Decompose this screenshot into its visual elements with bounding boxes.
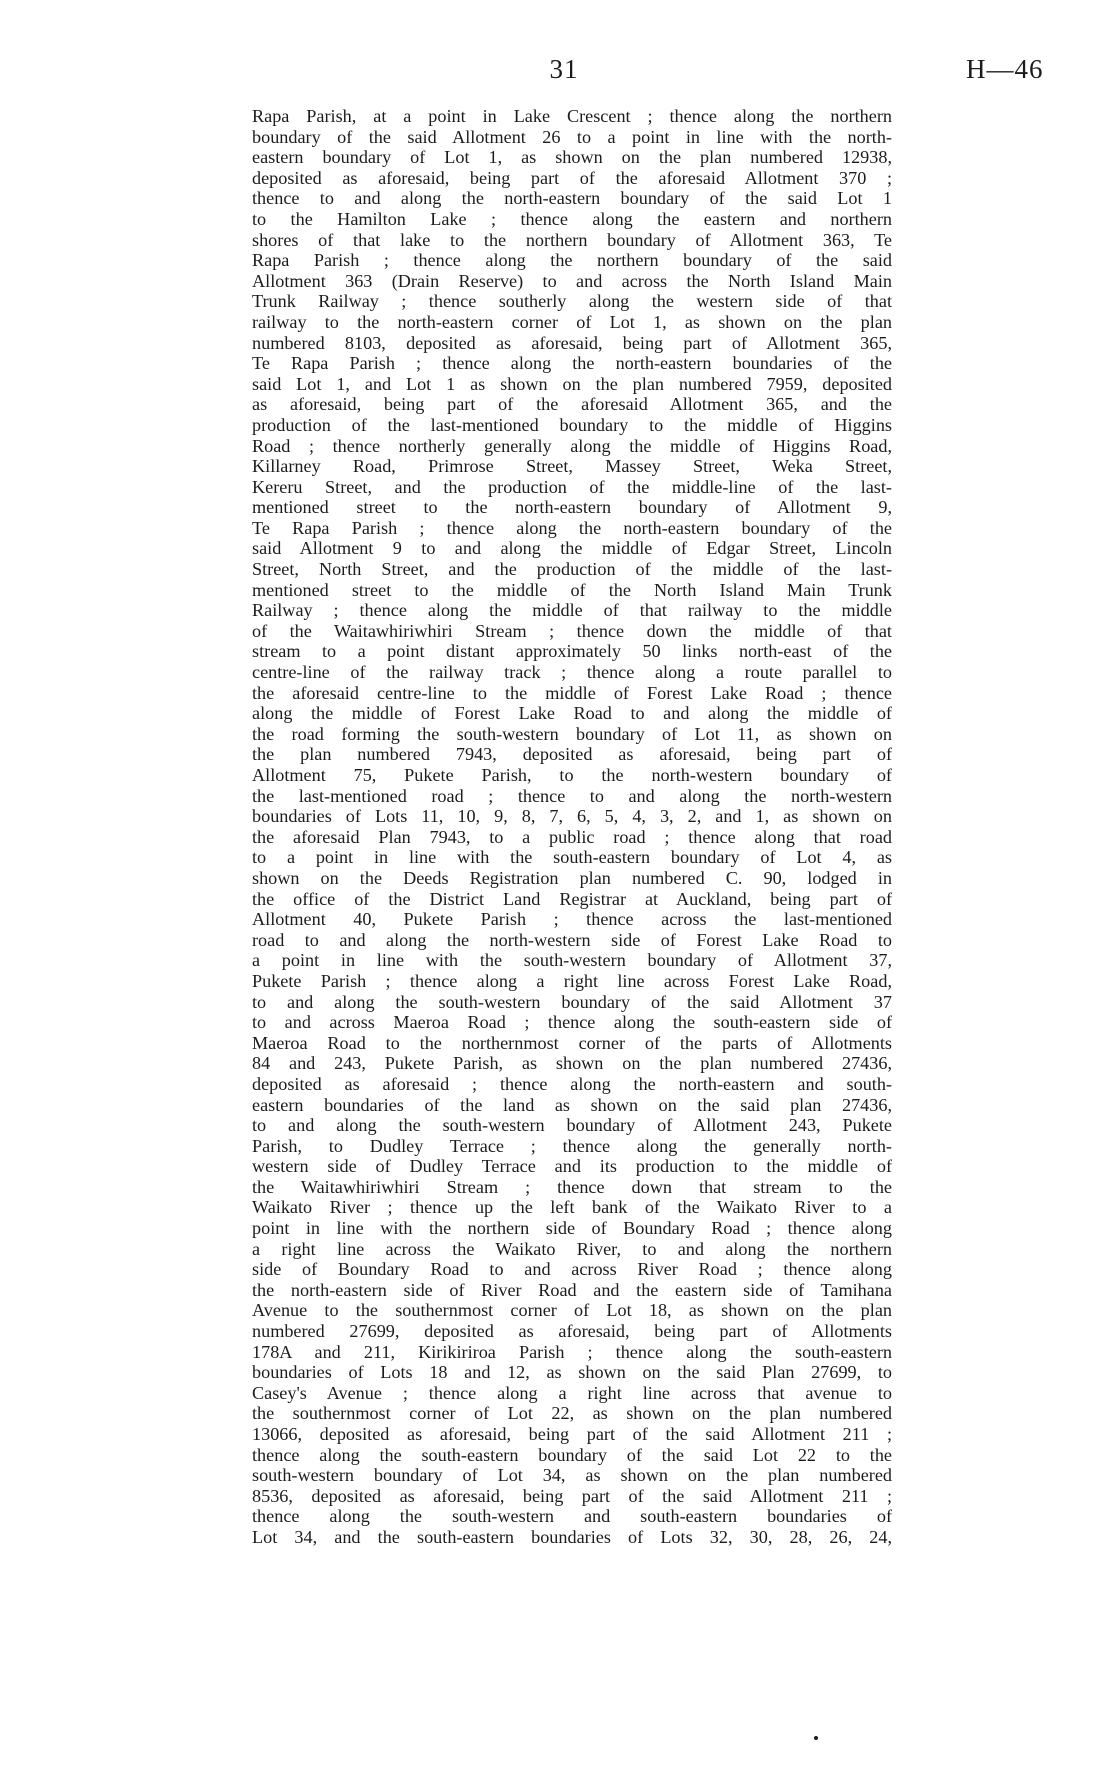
text-line: said Lot 1, and Lot 1 as shown on the plan numbered 7959, deposited (252, 373, 892, 394)
text-line: road to and along the north-western side of Forest Lake Road to (252, 929, 892, 950)
text-line: Lot 34, and the south-eastern boundaries of Lots 32, 30, 28, 26, 24, (252, 1526, 892, 1547)
text-line: boundaries of Lots 11, 10, 9, 8, 7, 6, 5, 4, 3, 2, and 1, as shown on (252, 806, 892, 827)
text-line: a point in line with the south-western boundary of Allotment 37, (252, 950, 892, 971)
text-line: point in line with the northern side of Boundary Road ; thence along (252, 1218, 892, 1239)
text-line: 178A and 211, Kirikiriroa Parish ; thence along the south-eastern (252, 1341, 892, 1362)
text-line: boundaries of Lots 18 and 12, as shown on the said Plan 27699, to (252, 1362, 892, 1383)
text-line: south-western boundary of Lot 34, as shown on the plan numbered (252, 1465, 892, 1486)
text-line: as aforesaid, being part of the aforesaid Allotment 365, and the (252, 394, 892, 415)
text-line: Street, North Street, and the production of the middle of the last- (252, 559, 892, 580)
text-line: to and along the south-western boundary of Allotment 243, Pukete (252, 1115, 892, 1136)
text-line: the north-eastern side of River Road and the eastern side of Tamihana (252, 1279, 892, 1300)
text-line: numbered 27699, deposited as aforesaid, being part of Allotments (252, 1321, 892, 1342)
text-line: to and across Maeroa Road ; thence along the south-eastern side of (252, 1012, 892, 1033)
text-line: shores of that lake to the northern boundary of Allotment 363, Te (252, 229, 892, 250)
text-line: Pukete Parish ; thence along a right line across Forest Lake Road, (252, 970, 892, 991)
text-line: Killarney Road, Primrose Street, Massey Street, Weka Street, (252, 456, 892, 477)
text-line: the aforesaid centre-line to the middle of Forest Lake Road ; thence (252, 682, 892, 703)
text-line: the southernmost corner of Lot 22, as shown on the plan numbered (252, 1403, 892, 1424)
text-line: production of the last-mentioned boundary to the middle of Higgins (252, 414, 892, 435)
text-line: Trunk Railway ; thence southerly along the western side of that (252, 291, 892, 312)
text-line: Te Rapa Parish ; thence along the north-eastern boundaries of the (252, 353, 892, 374)
text-line: a right line across the Waikato River, to and along the northern (252, 1238, 892, 1259)
text-line: 13066, deposited as aforesaid, being part of the said Allotment 211 ; (252, 1424, 892, 1444)
text-line: the last-mentioned road ; thence to and along the north-western (252, 785, 892, 806)
text-line: Allotment 75, Pukete Parish, to the north-western boundary of (252, 765, 892, 785)
text-line: Kereru Street, and the production of the middle-line of the last- (252, 476, 892, 497)
text-line: numbered 8103, deposited as aforesaid, being part of Allotment 365, (252, 332, 892, 353)
text-line: to and along the south-western boundary of the said Allotment 37 (252, 991, 892, 1012)
text-line: Railway ; thence along the middle of that railway to the middle (252, 600, 892, 621)
text-line: railway to the north-eastern corner of Lot 1, as shown on the plan (252, 311, 892, 332)
text-line: Casey's Avenue ; thence along a right line across that avenue to (252, 1382, 892, 1403)
text-line: mentioned street to the north-eastern boundary of Allotment 9, (252, 497, 892, 518)
text-line: to a point in line with the south-eastern boundary of Lot 4, as (252, 847, 892, 868)
text-line: Rapa Parish, at a point in Lake Crescent ; thence along the northern (252, 106, 892, 126)
text-line: shown on the Deeds Registration plan numbered C. 90, lodged in (252, 867, 892, 888)
text-line: thence to and along the north-eastern boundary of the said Lot 1 (252, 188, 892, 209)
text-line: Parish, to Dudley Terrace ; thence along the generally north- (252, 1135, 892, 1156)
text-line: eastern boundary of Lot 1, as shown on the plan numbered 12938, (252, 147, 892, 168)
text-line: mentioned street to the middle of the North Island Main Trunk (252, 579, 892, 600)
text-line: the plan numbered 7943, deposited as aforesaid, being part of (252, 744, 892, 765)
text-line: Te Rapa Parish ; thence along the north-eastern boundary of the (252, 517, 892, 538)
text-line: the road forming the south-western boundary of Lot 11, as shown on (252, 723, 892, 744)
page-number: 31 (549, 54, 579, 84)
text-line: said Allotment 9 to and along the middle of Edgar Street, Lincoln (252, 538, 892, 559)
text-line: Waikato River ; thence up the left bank of the Waikato River to a (252, 1197, 892, 1218)
text-line: boundary of the said Allotment 26 to a point in line with the north- (252, 126, 892, 147)
text-line: thence along the south-eastern boundary of the said Lot 22 to the (252, 1444, 892, 1465)
document-code: H—46 (966, 54, 1044, 84)
text-line: of the Waitawhiriwhiri Stream ; thence down the middle of that (252, 620, 892, 641)
stray-mark (814, 1736, 818, 1740)
text-line: side of Boundary Road to and across River Road ; thence along (252, 1259, 892, 1280)
text-line: to the Hamilton Lake ; thence along the eastern and northern (252, 208, 892, 229)
text-line: the Waitawhiriwhiri Stream ; thence down that stream to the (252, 1176, 892, 1197)
text-line: along the middle of Forest Lake Road to and along the middle of (252, 703, 892, 724)
text-line: 8536, deposited as aforesaid, being part of the said Allotment 211 ; (252, 1485, 892, 1506)
text-line: 84 and 243, Pukete Parish, as shown on the plan numbered 27436, (252, 1053, 892, 1074)
text-line: Maeroa Road to the northernmost corner of the parts of Allotments (252, 1032, 892, 1053)
text-line: thence along the south-western and south-eastern boundaries of (252, 1506, 892, 1527)
text-line: Road ; thence northerly generally along the middle of Higgins Road, (252, 435, 892, 456)
text-line: Avenue to the southernmost corner of Lot 18, as shown on the plan (252, 1300, 892, 1321)
text-line: centre-line of the railway track ; thence along a route parallel to (252, 662, 892, 683)
text-line: eastern boundaries of the land as shown on the said plan 27436, (252, 1094, 892, 1115)
text-line: Allotment 363 (Drain Reserve) to and across the North Island Main (252, 270, 892, 291)
text-line: deposited as aforesaid ; thence along the north-eastern and south- (252, 1073, 892, 1094)
text-line: Rapa Parish ; thence along the northern boundary of the said (252, 250, 892, 271)
body-text (252, 106, 892, 1548)
text-line: the office of the District Land Registrar at Auckland, being part of (252, 888, 892, 909)
text-line: the aforesaid Plan 7943, to a public road ; thence along that road (252, 826, 892, 847)
text-line: stream to a point distant approximately 50 links north-east of the (252, 641, 892, 662)
text-line: Allotment 40, Pukete Parish ; thence across the last-mentioned (252, 909, 892, 930)
text-line: deposited as aforesaid, being part of the aforesaid Allotment 370 ; (252, 167, 892, 188)
text-line: western side of Dudley Terrace and its production to the middle of (252, 1156, 892, 1177)
